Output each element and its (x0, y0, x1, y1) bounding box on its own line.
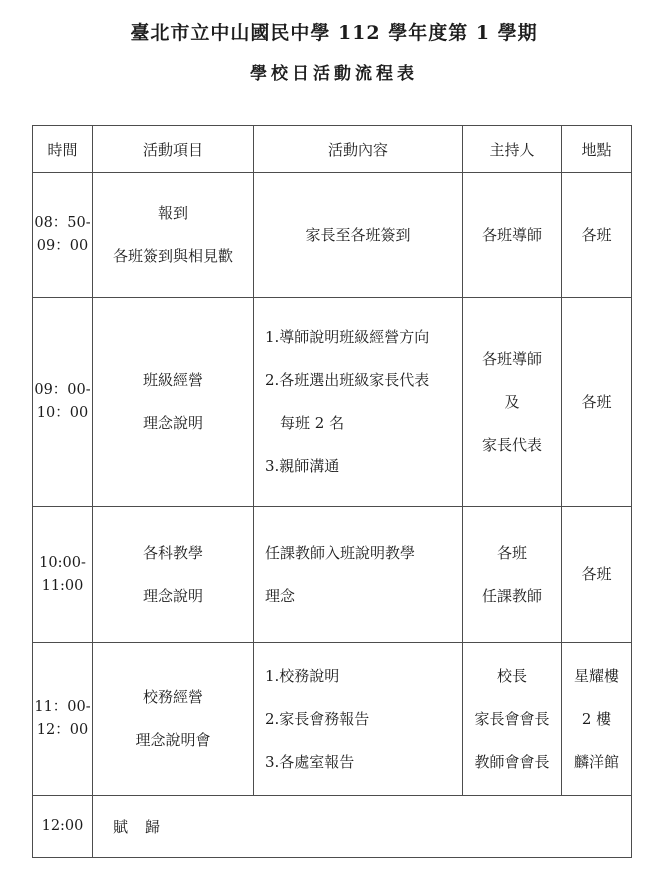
cell-location (562, 643, 632, 796)
cell-location (562, 507, 632, 643)
cell-text-line: 每班 2 名 (265, 414, 345, 432)
page-title: 臺北市立中山國民中學 112 學年度第 1 學期 (130, 22, 538, 44)
cell-activity-content (254, 298, 463, 507)
cell-closing: 賦 歸 (93, 796, 632, 858)
cell-text-line: 任課教師入班說明教學 (265, 543, 416, 562)
cell-text-line: 家長代表 (481, 435, 542, 454)
cell-text-line: 3.親師溝通 (265, 457, 340, 475)
cell-text-line: 理念說明 (142, 414, 203, 432)
cell-text-line: 各班 (581, 225, 612, 244)
cell-text-line: 2.家長會務報告 (265, 709, 370, 728)
cell-time (33, 298, 93, 507)
header-row (33, 126, 632, 173)
cell-activity-item (93, 298, 254, 507)
cell-activity-content (254, 507, 463, 643)
cell-time (33, 796, 93, 858)
cell-text-line: 星耀樓 (573, 666, 619, 685)
cell-activity-item (93, 173, 254, 298)
cell-text-line: 家長至各班簽到 (305, 225, 411, 244)
cell-host (463, 298, 562, 507)
cell-text-line: 各班簽到與相見歡 (112, 247, 233, 265)
schedule-table (32, 125, 632, 858)
cell-text-line: 家長會會長 (474, 709, 550, 728)
cell-text-line: 1.校務說明 (265, 666, 340, 685)
cell-text-line: 理念說明會 (135, 731, 211, 749)
cell-text-line: 12：00 (36, 722, 89, 738)
cell-text-line: 2 樓 (581, 709, 612, 728)
cell-text-line: 任課教師 (481, 586, 542, 605)
cell-host (463, 507, 562, 643)
cell-text-line: 各班導師 (481, 225, 542, 244)
cell-text-line: 08：50- (34, 215, 91, 231)
header-cell-time: 時間 (33, 126, 93, 173)
table-row (33, 643, 632, 796)
cell-activity-item (93, 643, 254, 796)
cell-text-line: 理念說明 (142, 586, 203, 605)
cell-text-line: 3.各處室報告 (265, 752, 355, 771)
cell-host (463, 643, 562, 796)
cell-location (562, 173, 632, 298)
cell-text-line: 2.各班選出班級家長代表 (265, 371, 430, 389)
cell-text-line: 各班 (581, 565, 612, 583)
table-row (33, 298, 632, 507)
cell-text-line: 11：00- (34, 699, 91, 715)
page-subtitle: 學校日活動流程表 (250, 64, 418, 84)
cell-text-line: 10：00 (36, 405, 89, 421)
cell-location (562, 298, 632, 507)
cell-text-line: 各班導師 (481, 349, 542, 368)
cell-text-line: 麟洋館 (573, 752, 619, 771)
header-cell-location: 地點 (562, 126, 632, 173)
cell-text-line: 各科教學 (142, 543, 203, 562)
cell-time (33, 643, 93, 796)
cell-text-line: 報到 (157, 204, 188, 222)
cell-time (33, 507, 93, 643)
header-cell-activity-content: 活動內容 (254, 126, 463, 173)
cell-text-line: 及 (504, 392, 520, 411)
cell-text-line: 1.導師說明班級經營方向 (265, 328, 430, 346)
cell-activity-content (254, 643, 463, 796)
cell-text-line: 各班 (581, 392, 612, 411)
cell-text-line: 12:00 (41, 818, 84, 834)
cell-text-line: 各班 (496, 543, 527, 562)
cell-text-line: 教師會會長 (474, 752, 550, 771)
cell-text-line: 班級經營 (142, 371, 203, 389)
cell-text-line: 09：00- (34, 382, 91, 398)
cell-activity-item (93, 507, 254, 643)
cell-text-line: 校長 (496, 666, 527, 685)
table-row (33, 173, 632, 298)
cell-text-line: 09：00 (36, 238, 89, 254)
cell-time (33, 173, 93, 298)
cell-text-line: 10:00- (39, 554, 86, 571)
cell-host (463, 173, 562, 298)
header-cell-activity-item: 活動項目 (93, 126, 254, 173)
cell-activity-content (254, 173, 463, 298)
cell-text-line: 理念 (265, 586, 296, 605)
cell-text-line: 校務經營 (142, 688, 203, 706)
header-cell-host: 主持人 (463, 126, 562, 173)
table-row-closing (33, 796, 632, 858)
cell-text-line: 11:00 (41, 577, 84, 594)
table-row (33, 507, 632, 643)
